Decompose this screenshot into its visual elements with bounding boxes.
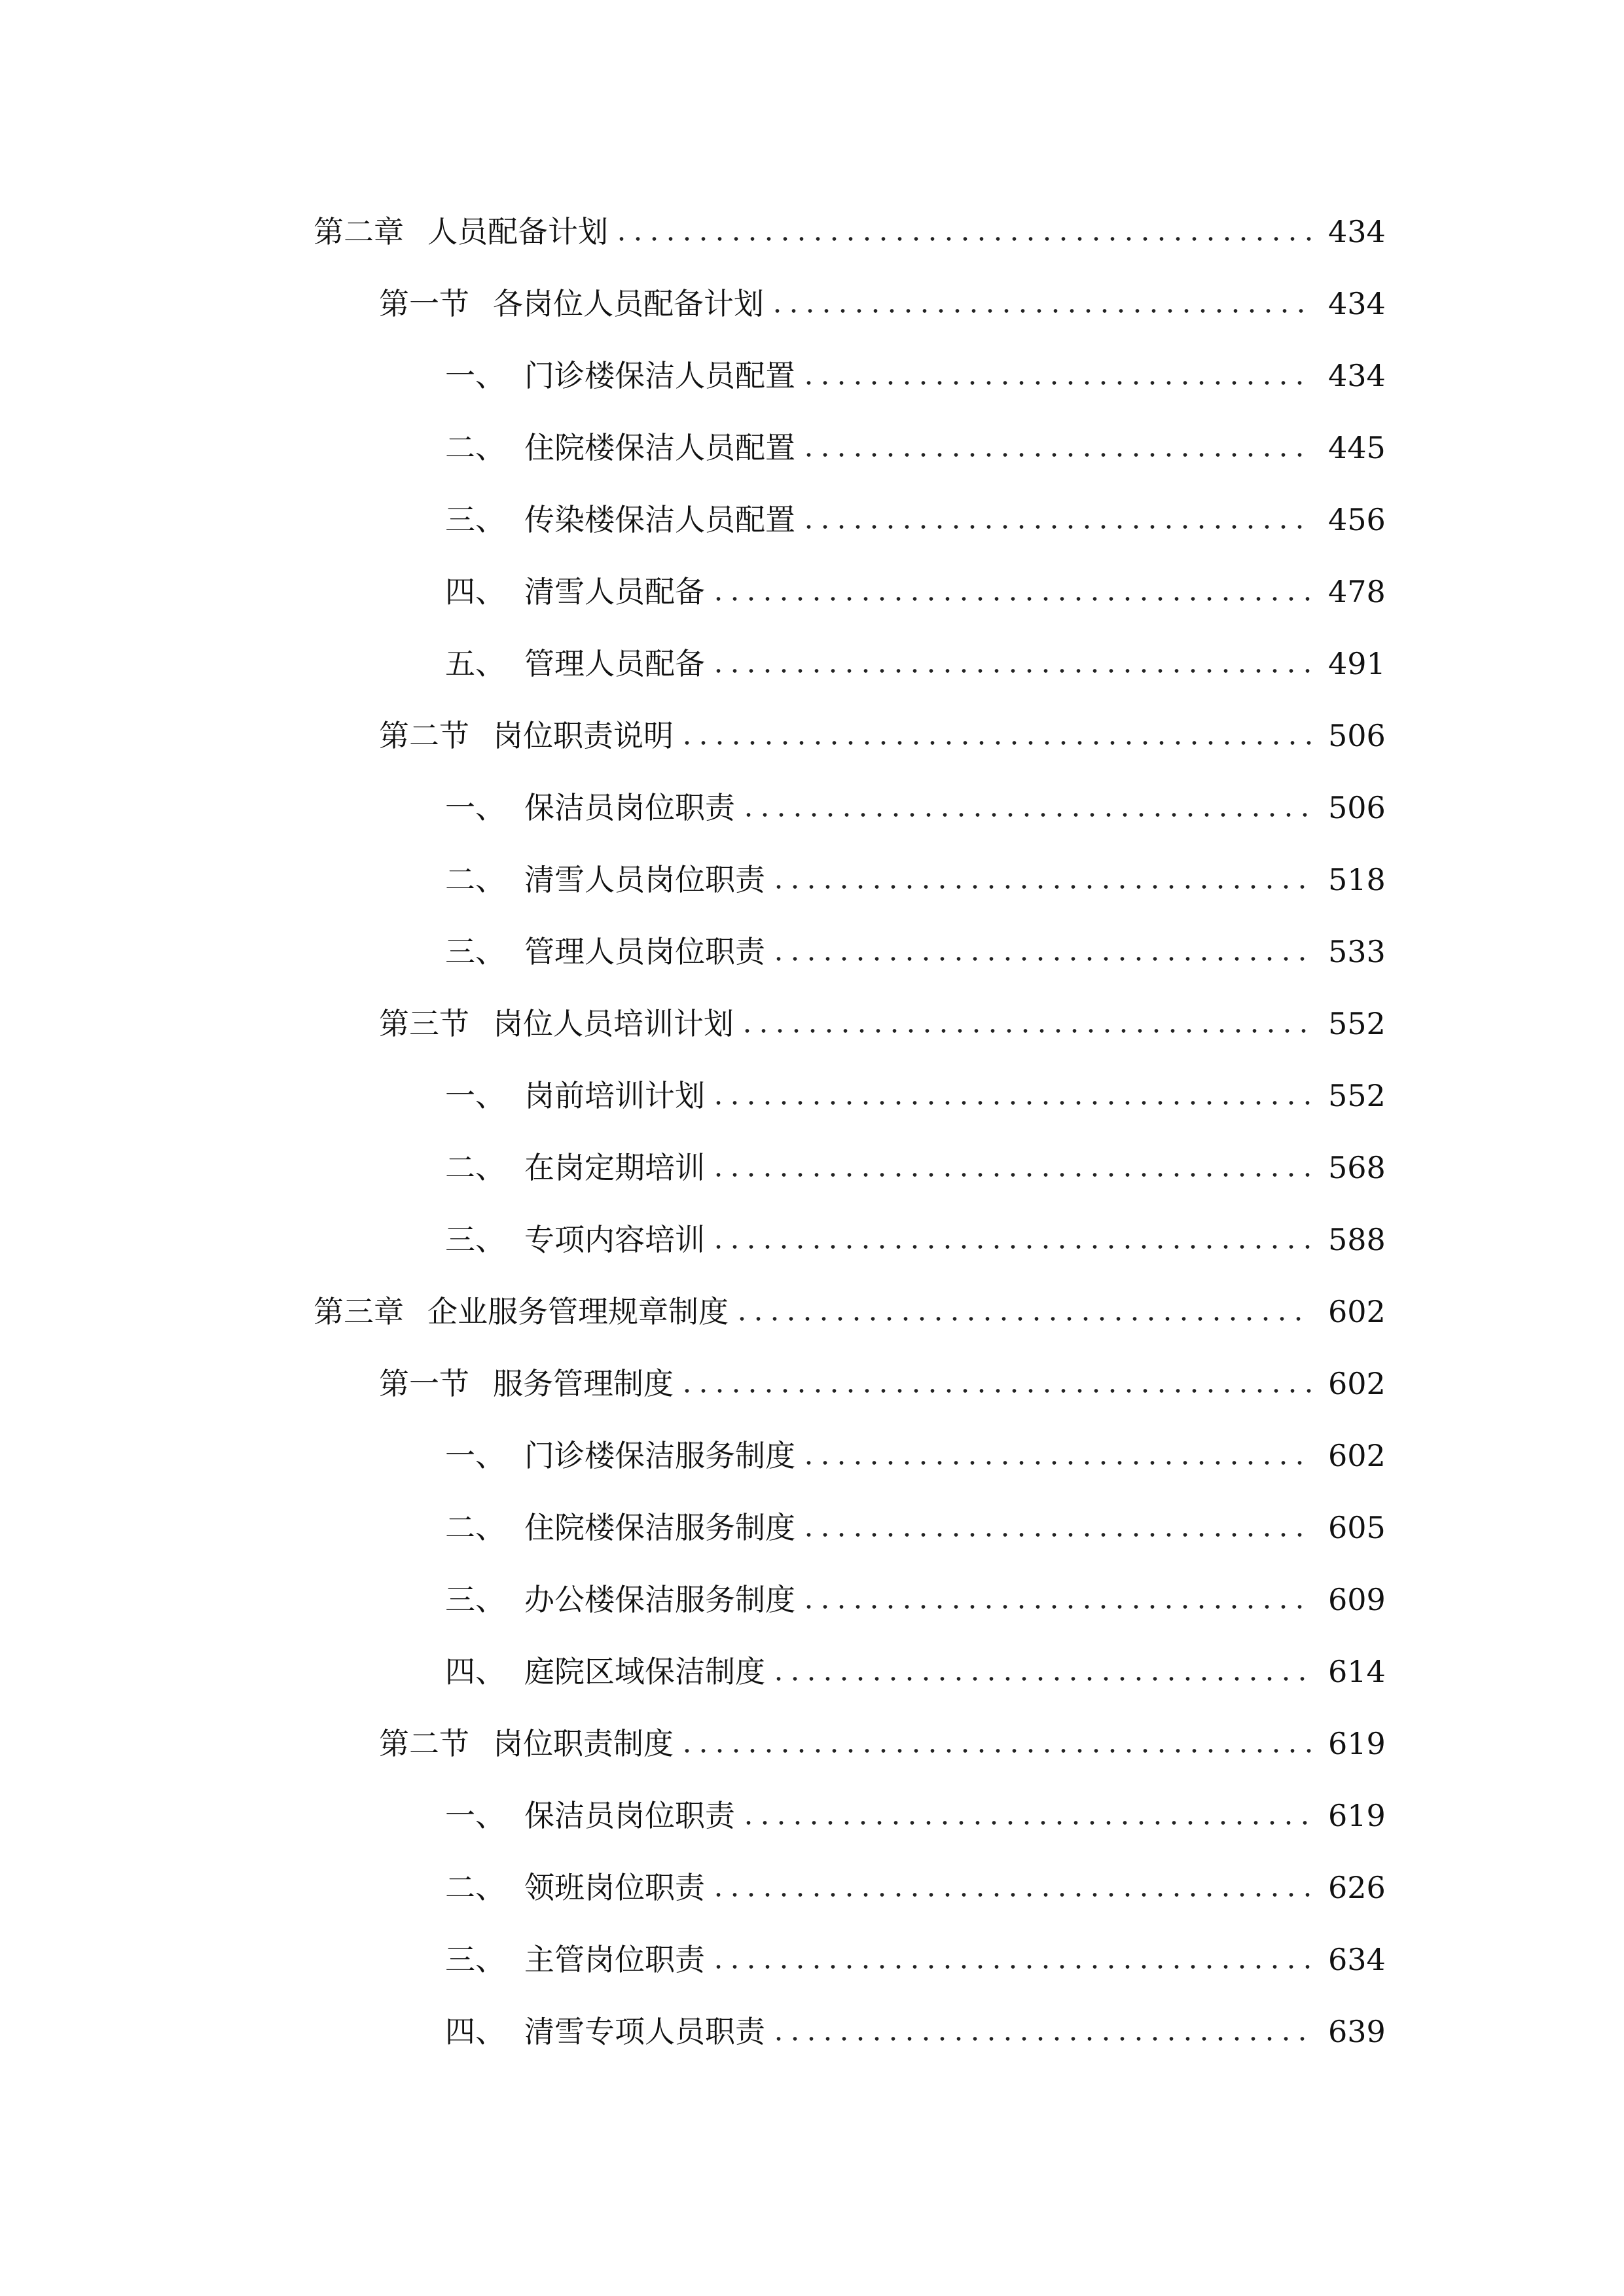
toc-entry-marker: 三、 — [445, 1582, 505, 1617]
toc-entry-title: 办公楼保洁服务制度 — [524, 1582, 795, 1617]
toc-item-entry[interactable] — [0, 1492, 1624, 1564]
toc-page-number: 434 — [1328, 214, 1386, 249]
toc-chapter-entry[interactable] — [0, 196, 1624, 268]
toc-chapter-entry[interactable] — [0, 1276, 1624, 1348]
toc-page-number: 626 — [1328, 1870, 1386, 1905]
toc-entry-marker: 二、 — [445, 1510, 505, 1545]
dot-leader — [770, 885, 1311, 889]
dot-leader — [801, 381, 1311, 385]
toc-entry-title: 庭院区域保洁制度 — [524, 1654, 765, 1689]
toc-item-entry[interactable] — [0, 1420, 1624, 1492]
dot-leader — [710, 597, 1311, 601]
toc-entry-marker: 第二章 — [314, 214, 404, 249]
toc-entry-marker: 三、 — [445, 934, 505, 969]
toc-entry-marker: 第一节 — [379, 286, 469, 321]
toc-item-entry[interactable] — [0, 556, 1624, 628]
toc-item-entry[interactable] — [0, 1996, 1624, 2068]
toc-entry-marker: 二、 — [445, 862, 505, 897]
toc-entry-marker: 二、 — [445, 1150, 505, 1185]
toc-entry-marker: 一、 — [445, 358, 505, 393]
toc-item-entry[interactable] — [0, 1132, 1624, 1204]
toc-entry-title: 领班岗位职责 — [524, 1870, 705, 1905]
toc-page-number: 568 — [1328, 1150, 1386, 1185]
dot-leader — [801, 525, 1311, 529]
toc-entry-title: 管理人员岗位职责 — [524, 934, 765, 969]
dot-leader — [801, 453, 1311, 457]
toc-entry-title: 人员配备计划 — [427, 214, 608, 249]
toc-section-entry[interactable] — [0, 268, 1624, 340]
toc-entry-title: 服务管理制度 — [493, 1366, 674, 1401]
toc-entry-title: 岗位人员培训计划 — [493, 1006, 734, 1041]
toc-entry-title: 岗位职责制度 — [493, 1726, 674, 1761]
toc-page-number: 588 — [1328, 1222, 1386, 1257]
toc-page-number: 478 — [1328, 574, 1386, 609]
toc-entry-title: 保洁员岗位职责 — [524, 790, 735, 825]
table-of-contents — [0, 196, 1624, 2068]
toc-entry-title: 清雪人员岗位职责 — [524, 862, 765, 897]
toc-entry-marker: 三、 — [445, 1222, 505, 1257]
toc-entry-title: 专项内容培训 — [524, 1222, 705, 1257]
toc-item-entry[interactable] — [0, 340, 1624, 412]
toc-page-number: 552 — [1328, 1006, 1386, 1041]
toc-entry-title: 管理人员配备 — [524, 646, 705, 681]
toc-item-entry[interactable] — [0, 772, 1624, 844]
toc-section-entry[interactable] — [0, 700, 1624, 772]
toc-entry-marker: 第三节 — [379, 1006, 469, 1041]
toc-page-number: 434 — [1328, 286, 1386, 321]
toc-entry-marker: 第三章 — [314, 1294, 404, 1329]
toc-page-number: 634 — [1328, 1942, 1386, 1977]
dot-leader — [734, 1317, 1311, 1321]
toc-section-entry[interactable] — [0, 988, 1624, 1060]
dot-leader — [710, 1173, 1311, 1177]
toc-page-number: 533 — [1328, 934, 1386, 969]
toc-entry-marker: 三、 — [445, 1942, 505, 1977]
toc-entry-title: 岗前培训计划 — [524, 1078, 705, 1113]
toc-entry-title: 住院楼保洁人员配置 — [524, 430, 795, 465]
dot-leader — [740, 1821, 1311, 1825]
toc-page-number: 506 — [1328, 790, 1386, 825]
toc-entry-title: 各岗位人员配备计划 — [493, 286, 764, 321]
toc-entry-title: 住院楼保洁服务制度 — [524, 1510, 795, 1545]
dot-leader — [710, 1245, 1311, 1249]
toc-page-number: 639 — [1328, 2014, 1386, 2049]
toc-item-entry[interactable] — [0, 1636, 1624, 1708]
toc-entry-marker: 二、 — [445, 430, 505, 465]
toc-entry-title: 清雪人员配备 — [524, 574, 705, 609]
toc-page-number: 552 — [1328, 1078, 1386, 1113]
dot-leader — [801, 1605, 1311, 1609]
dot-leader — [679, 1389, 1311, 1393]
toc-page-number: 619 — [1328, 1726, 1386, 1761]
toc-page-number: 518 — [1328, 862, 1386, 897]
toc-entry-title: 保洁员岗位职责 — [524, 1798, 735, 1833]
toc-item-entry[interactable] — [0, 916, 1624, 988]
dot-leader — [770, 2037, 1311, 2041]
toc-entry-marker: 一、 — [445, 790, 505, 825]
toc-item-entry[interactable] — [0, 1204, 1624, 1276]
toc-page-number: 602 — [1328, 1438, 1386, 1473]
toc-page-number: 602 — [1328, 1366, 1386, 1401]
toc-entry-marker: 三、 — [445, 502, 505, 537]
toc-item-entry[interactable] — [0, 1780, 1624, 1852]
toc-page-number: 614 — [1328, 1654, 1386, 1689]
toc-page-number: 619 — [1328, 1798, 1386, 1833]
toc-page-number: 445 — [1328, 430, 1386, 465]
toc-entry-marker: 第一节 — [379, 1366, 469, 1401]
dot-leader — [710, 1965, 1311, 1969]
toc-page-number: 456 — [1328, 502, 1386, 537]
dot-leader — [769, 309, 1311, 313]
toc-page-number: 602 — [1328, 1294, 1386, 1329]
toc-entry-title: 门诊楼保洁服务制度 — [524, 1438, 795, 1473]
toc-entry-marker: 五、 — [445, 646, 505, 681]
toc-entry-marker: 四、 — [445, 574, 505, 609]
toc-entry-marker: 一、 — [445, 1078, 505, 1113]
toc-section-entry[interactable] — [0, 1348, 1624, 1420]
toc-entry-title: 主管岗位职责 — [524, 1942, 705, 1977]
dot-leader — [710, 1101, 1311, 1105]
toc-section-entry[interactable] — [0, 1708, 1624, 1780]
toc-entry-title: 在岗定期培训 — [524, 1150, 705, 1185]
dot-leader — [679, 1749, 1311, 1753]
toc-item-entry[interactable] — [0, 1852, 1624, 1924]
toc-item-entry[interactable] — [0, 1564, 1624, 1636]
toc-page-number: 506 — [1328, 718, 1386, 753]
dot-leader — [801, 1533, 1311, 1537]
dot-leader — [740, 813, 1311, 817]
dot-leader — [739, 1029, 1311, 1033]
toc-page-number: 434 — [1328, 358, 1386, 393]
dot-leader — [710, 1893, 1311, 1897]
dot-leader — [770, 957, 1311, 961]
toc-entry-title: 岗位职责说明 — [493, 718, 674, 753]
dot-leader — [710, 669, 1311, 673]
toc-entry-marker: 第二节 — [379, 718, 469, 753]
toc-entry-title: 传染楼保洁人员配置 — [524, 502, 795, 537]
dot-leader — [801, 1461, 1311, 1465]
toc-entry-marker: 第二节 — [379, 1726, 469, 1761]
toc-entry-marker: 二、 — [445, 1870, 505, 1905]
toc-page-number: 605 — [1328, 1510, 1386, 1545]
toc-page-number: 491 — [1328, 646, 1386, 681]
toc-entry-title: 企业服务管理规章制度 — [427, 1294, 729, 1329]
toc-item-entry[interactable] — [0, 844, 1624, 916]
toc-item-entry[interactable] — [0, 1924, 1624, 1996]
toc-page-number: 609 — [1328, 1582, 1386, 1617]
dot-leader — [770, 1677, 1311, 1681]
toc-item-entry[interactable] — [0, 484, 1624, 556]
toc-item-entry[interactable] — [0, 628, 1624, 700]
toc-entry-title: 清雪专项人员职责 — [524, 2014, 765, 2049]
toc-entry-marker: 一、 — [445, 1438, 505, 1473]
dot-leader — [613, 237, 1311, 241]
toc-item-entry[interactable] — [0, 1060, 1624, 1132]
toc-entry-title: 门诊楼保洁人员配置 — [524, 358, 795, 393]
toc-item-entry[interactable] — [0, 412, 1624, 484]
toc-entry-marker: 一、 — [445, 1798, 505, 1833]
toc-entry-marker: 四、 — [445, 2014, 505, 2049]
dot-leader — [679, 741, 1311, 745]
toc-entry-marker: 四、 — [445, 1654, 505, 1689]
